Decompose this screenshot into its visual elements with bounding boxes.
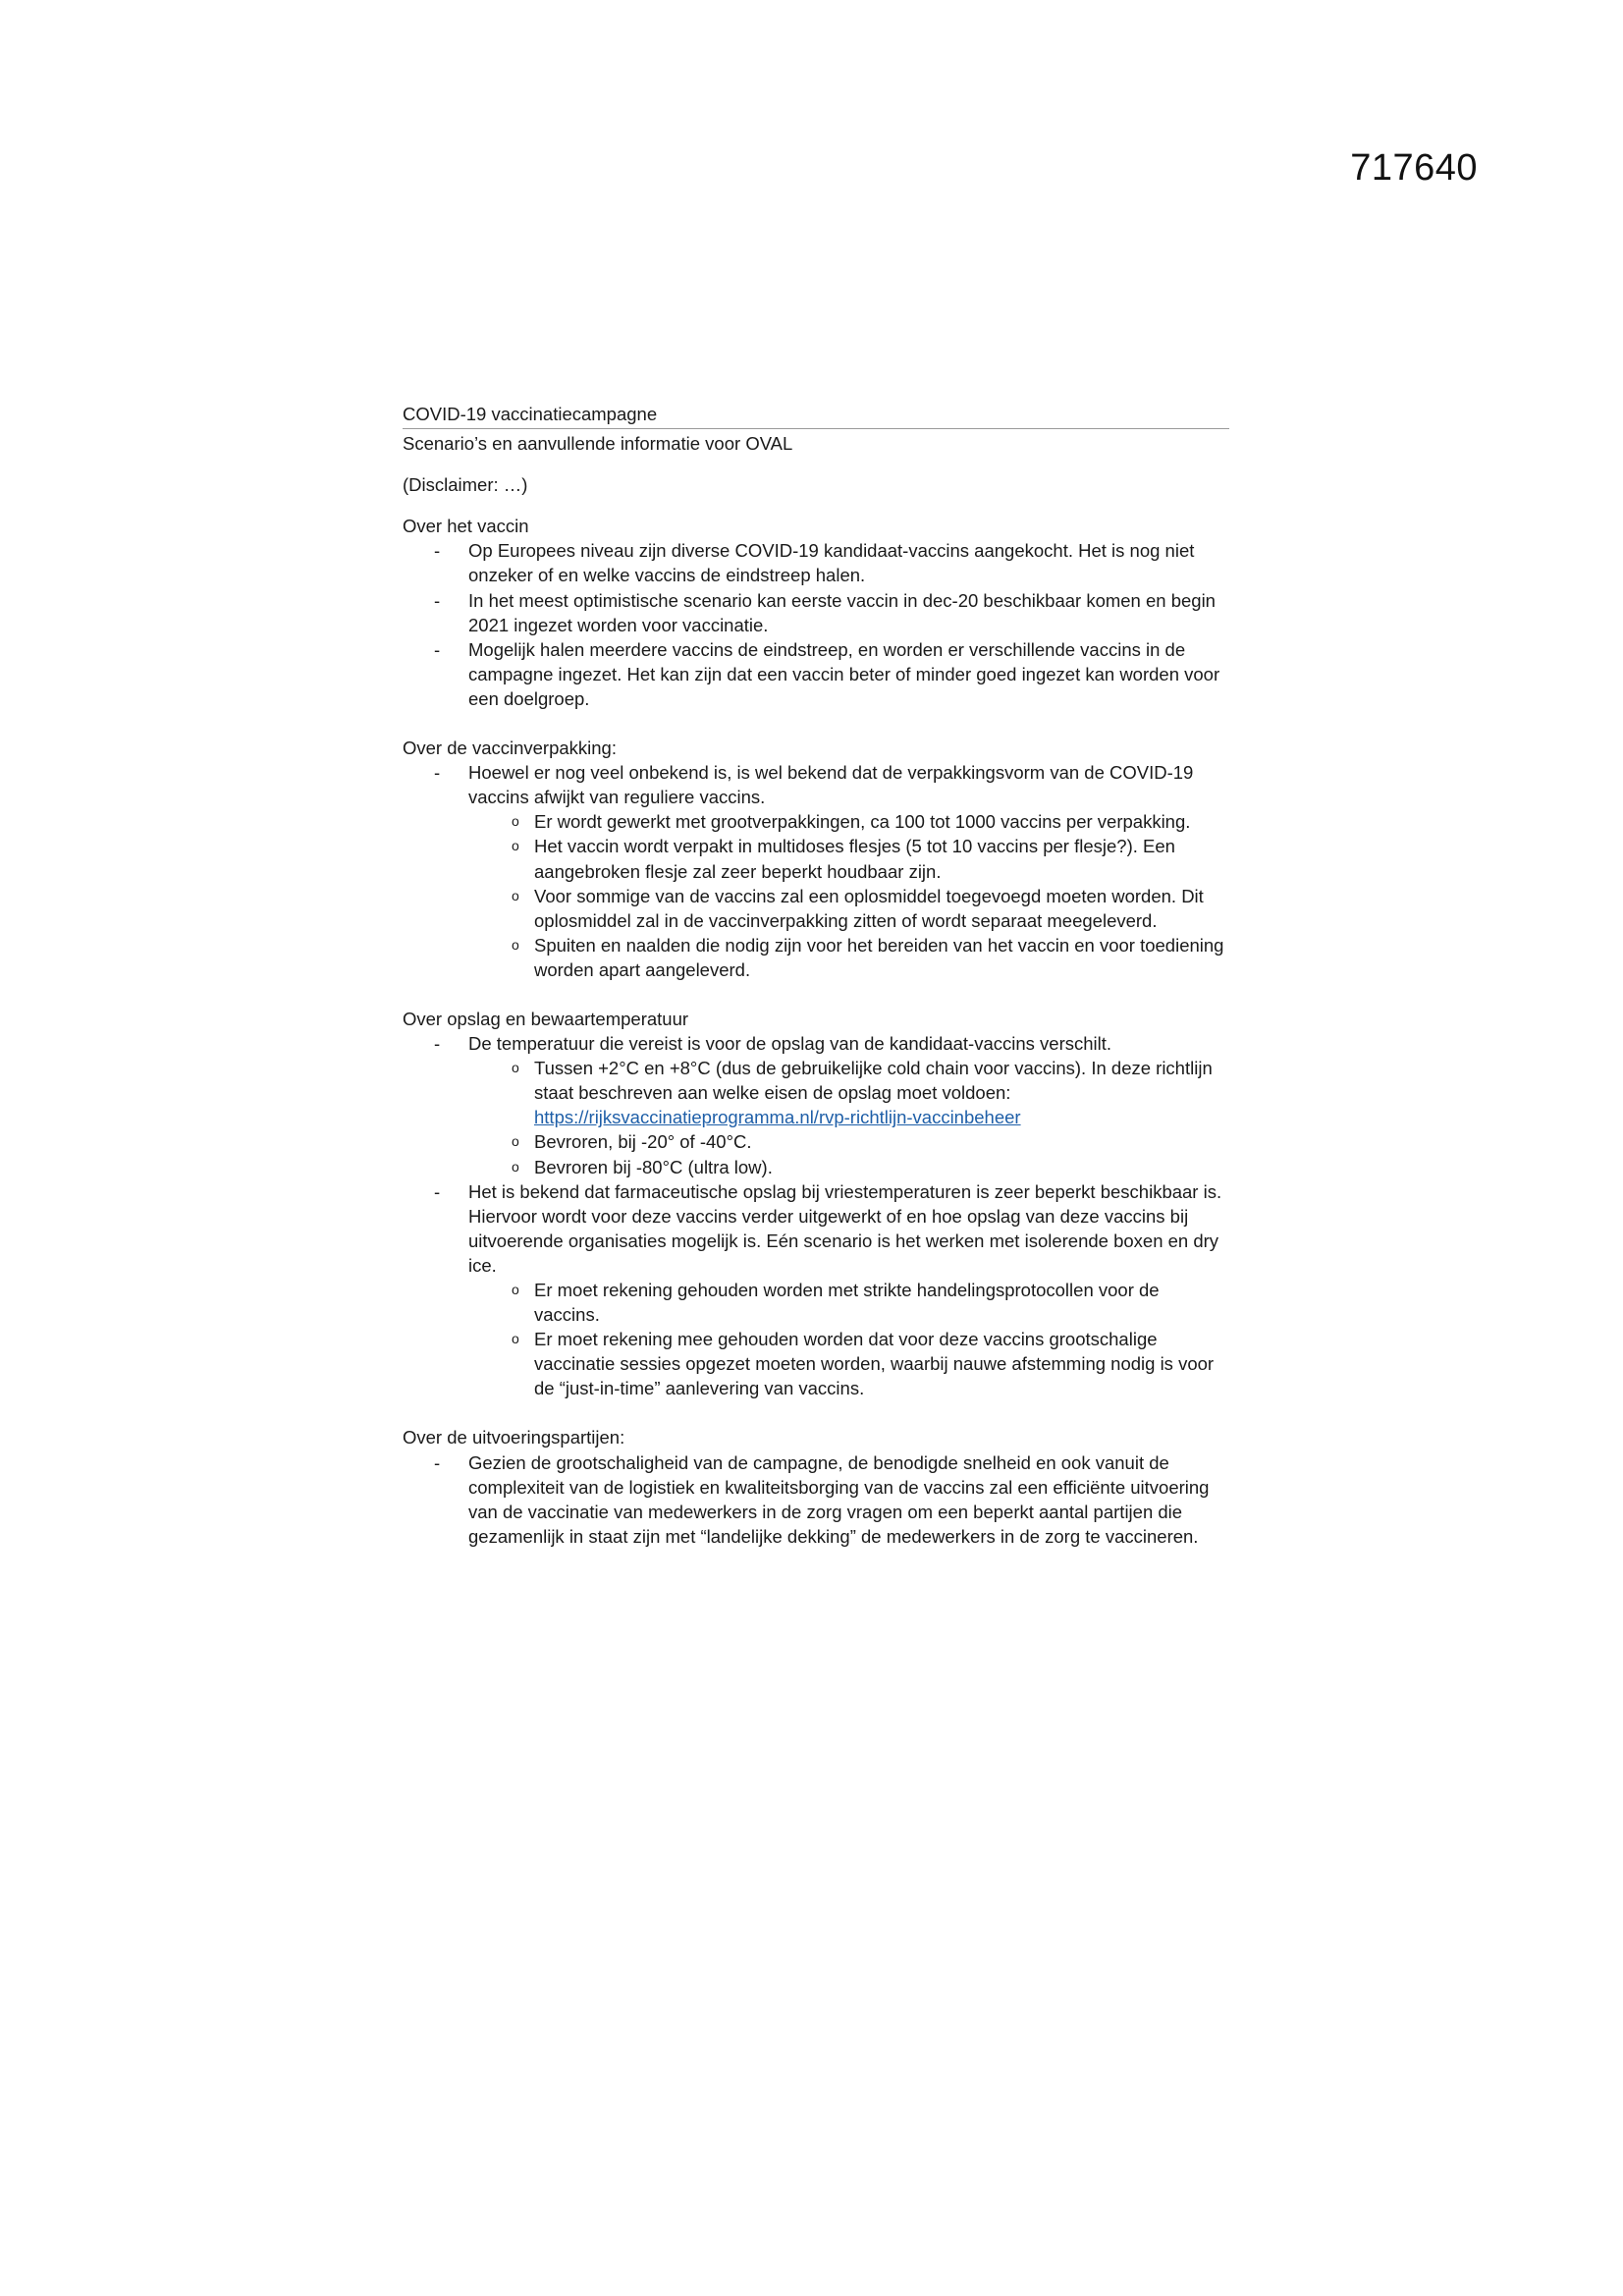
section-heading: Over het vaccin — [403, 516, 529, 537]
sub-list-item — [468, 933, 1229, 982]
disclaimer: (Disclaimer: …) — [403, 474, 528, 496]
sub-list-item-text: Bevroren, bij -20° of -40°C. — [534, 1131, 752, 1153]
dash-bullet: - — [434, 1180, 441, 1202]
list-item — [403, 637, 1229, 711]
list-item-text: Gezien de grootschaligheid van de campagne, de benodigde snelheid en ook vanuit de complexiteit van de logistiek en kwaliteitsborging van de vaccins zal een efficiënte uitvoering van de vaccinatie van medewerkers in de zorg vragen om een beperkt aantal partijen die gezamenlijk in staat zijn met “landelijke dekking” de medewerkers in de zorg te vaccineren. — [468, 1451, 1210, 1547]
sub-list-item-text: Er moet rekening mee gehouden worden dat voor deze vaccins grootschalige vaccinatie sessies opgezet moeten worden, waarbij nauwe afstemming nodig is voor de “just-in-time” aanlevering van vaccins. — [534, 1329, 1215, 1399]
sub-list-item — [468, 834, 1229, 883]
document-number: 717640 — [1350, 147, 1478, 189]
section-vaccinverpakking — [403, 736, 1229, 982]
section-vaccin — [403, 514, 1229, 711]
list-item-text: In het meest optimistische scenario kan eerste vaccin in dec-20 beschikbaar komen en begin 2021 ingezet worden voor vaccinatie. — [468, 589, 1216, 635]
dash-bullet: - — [434, 589, 441, 611]
sub-list-item-text: Het vaccin wordt verpakt in multidoses flesjes (5 tot 10 vaccins per flesje?). Een aangebroken flesje zal zeer beperkt houdbaar zijn. — [534, 836, 1175, 882]
list-item-text: Op Europees niveau zijn diverse COVID-19 kandidaat-vaccins aangekocht. Het is nog niet onzeker of en welke vaccins de eindstreep halen. — [468, 540, 1195, 586]
section-heading: Over de uitvoeringspartijen: — [403, 1427, 625, 1449]
list-item-text: Hoewel er nog veel onbekend is, is wel bekend dat de verpakkingsvorm van de COVID-19 vaccins afwijkt van reguliere vaccins. — [468, 762, 1194, 808]
bullet-list — [403, 538, 1229, 711]
richtlijn-link[interactable]: https://rijksvaccinatieprogramma.nl/rvp-richtlijn-vaccinbeheer — [534, 1107, 1021, 1128]
sub-list-item — [468, 1056, 1229, 1129]
sub-list-item — [468, 809, 1229, 834]
list-item-text: Mogelijk halen meerdere vaccins de eindstreep, en worden er verschillende vaccins in de campagne ingezet. Het kan zijn dat een vaccin beter of minder goed ingezet kan worden voor een doelgroep. — [468, 638, 1220, 709]
dash-bullet: - — [434, 762, 441, 784]
sub-list-item-text: Spuiten en naalden die nodig zijn voor het bereiden van het vaccin en voor toediening worden apart aangeleverd. — [534, 934, 1224, 980]
sub-list-item-text: Voor sommige van de vaccins zal een oplosmiddel toegevoegd moeten worden. Dit oplosmiddel zal in de vaccinverpakking zitten of wordt separaat meegeleverd. — [534, 885, 1204, 931]
circle-bullet: o — [512, 936, 519, 953]
circle-bullet: o — [512, 887, 519, 903]
circle-bullet: o — [512, 838, 519, 854]
dash-bullet: - — [434, 638, 441, 660]
section-opslag — [403, 1007, 1229, 1401]
circle-bullet: o — [512, 1060, 519, 1076]
circle-bullet: o — [512, 1158, 519, 1175]
section-uitvoeringspartijen — [403, 1425, 1229, 1548]
document-body — [403, 402, 1229, 1573]
dash-bullet: - — [434, 1033, 441, 1055]
sub-bullet-list — [468, 1056, 1229, 1178]
sub-list-item — [468, 1155, 1229, 1179]
sub-list-item-text: Er wordt gewerkt met grootverpakkingen, ca 100 tot 1000 vaccins per verpakking. — [534, 811, 1191, 833]
sub-bullet-list — [468, 809, 1229, 982]
list-item — [403, 1031, 1229, 1179]
dash-bullet: - — [434, 540, 441, 562]
list-item — [403, 1450, 1229, 1549]
sub-list-item-text: Tussen +2°C en +8°C (dus de gebruikelijke cold chain voor vaccins). In deze richtlijn staat beschreven aan welke eisen de opslag moet voldoen: — [534, 1058, 1213, 1104]
sub-list-item-text: Er moet rekening gehouden worden met strikte handelingsprotocollen voor de vaccins. — [534, 1280, 1160, 1326]
sub-list-item-text: Bevroren bij -80°C (ultra low). — [534, 1156, 773, 1177]
dash-bullet: - — [434, 1451, 441, 1473]
bullet-list — [403, 760, 1229, 982]
bullet-list — [403, 1031, 1229, 1400]
list-item — [403, 760, 1229, 982]
circle-bullet: o — [512, 1331, 519, 1347]
sub-list-item — [468, 884, 1229, 933]
list-item — [403, 588, 1229, 637]
sub-list-item — [468, 1327, 1229, 1400]
list-item — [403, 1179, 1229, 1401]
list-item-text: Het is bekend dat farmaceutische opslag bij vriestemperaturen is zeer beperkt beschikbaar is. Hiervoor wordt voor deze vaccins verder uitgewerkt of en hoe opslag van deze vaccins bij uitvoerende organisaties mogelijk is. Eén scenario is het werken met isolerende boxen en dry ice. — [468, 1180, 1222, 1276]
bullet-list — [403, 1450, 1229, 1549]
circle-bullet: o — [512, 813, 519, 830]
document-subtitle: Scenario’s en aanvullende informatie voor OVAL — [403, 433, 793, 455]
sub-bullet-list — [468, 1278, 1229, 1400]
document-title: COVID-19 vaccinatiecampagne — [403, 404, 658, 424]
section-heading: Over opslag en bewaartemperatuur — [403, 1008, 689, 1029]
title-divider — [403, 428, 1229, 429]
circle-bullet: o — [512, 1133, 519, 1150]
section-heading: Over de vaccinverpakking: — [403, 738, 617, 759]
list-item — [403, 538, 1229, 587]
list-item-text: De temperatuur die vereist is voor de opslag van de kandidaat-vaccins verschilt. — [468, 1033, 1112, 1055]
sub-list-item — [468, 1129, 1229, 1154]
sub-list-item — [468, 1278, 1229, 1327]
circle-bullet: o — [512, 1282, 519, 1297]
